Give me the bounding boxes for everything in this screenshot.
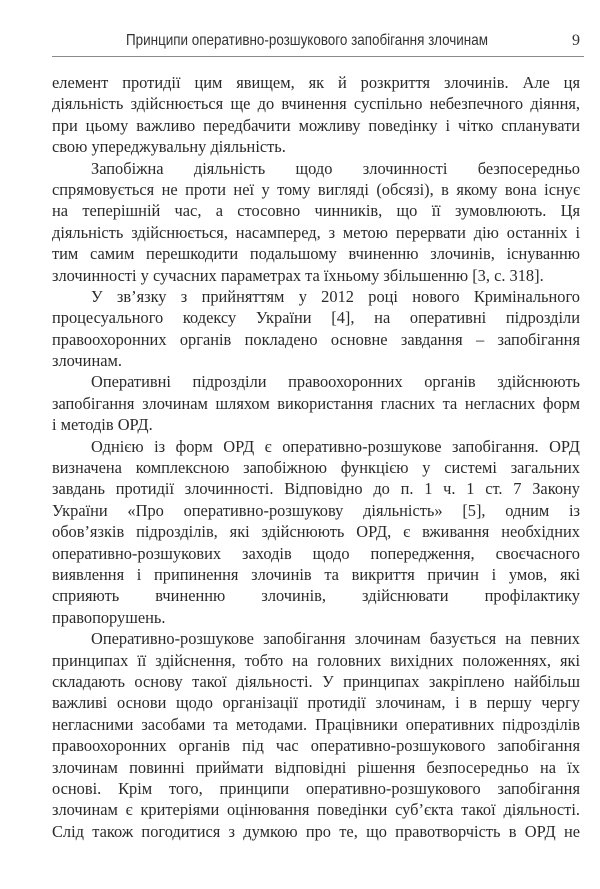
text-line: правопорушень.	[52, 607, 166, 627]
text-line: діяльність здійснюється, насамперед, з метою перервати дію останніх і	[52, 222, 580, 242]
text-line: спрямовується не проти неї у тому вигляді (обсязі), в якому вона існує	[52, 179, 580, 199]
body-text	[52, 72, 580, 842]
text-line: запобігання злочинам шляхом використання гласних та негласних форм	[52, 393, 580, 413]
text-line: негласними засобами та методами. Працівники оперативних підрозділів	[52, 714, 580, 734]
text-line: основі. Крім того, принципи оперативно-розшукового запобігання	[52, 778, 580, 798]
text-line: злочинності у сучасних параметрах та їхньому збільшенню [3, с. 318].	[52, 265, 544, 285]
text-line: злочинам повинні приймати відповідні рішення безпосередньо на їх	[52, 757, 580, 777]
text-line: визначена комплексною запобіжною функцією у системі загальних	[52, 458, 580, 478]
text-line: України «Про оперативно-розшукову діяльність» [5], одним із	[52, 500, 580, 520]
text-line: на теперішній час, а стосовно чинників, що її зумовлюють. Ця	[52, 201, 580, 221]
text-line: принципах її здійснення, тобто на головних вихідних положеннях, які	[52, 650, 580, 670]
running-header	[52, 30, 584, 57]
text-line: завдань протидії злочинності. Відповідно до п. 1 ч. 1 ст. 7 Закону	[52, 479, 580, 499]
text-line: складають основу такої діяльності. У принципах закріплено найбільш	[52, 671, 580, 691]
paragraph	[52, 286, 580, 372]
text-line: У зв’язку з прийняттям у 2012 році нового Кримінального	[91, 286, 580, 306]
paragraph	[52, 72, 580, 158]
text-line: Оперативні підрозділи правоохоронних органів здійснюють	[91, 372, 580, 392]
text-line: оперативно-розшукових заходів щодо попередження, своєчасного	[52, 543, 580, 563]
text-line: Запобіжна діяльність щодо злочинності безпосередньо	[91, 158, 580, 178]
text-line: і методів ОРД.	[52, 415, 153, 435]
text-line: правоохоронних органів під час оперативно-розшукового запобігання	[52, 736, 580, 756]
text-line: важливі основи щодо організації протидії злочинам, і в першу чергу	[52, 693, 580, 713]
running-title: Принципи оперативно-розшукового запобігання злочинам	[126, 32, 488, 49]
text-line: злочинам є критеріями оцінювання поведінки суб’єкта такої діяльності.	[52, 800, 580, 820]
text-line: Слід також погодитися з думкою про те, що правотворчість в ОРД не	[52, 821, 580, 841]
page-number: 9	[572, 32, 580, 49]
text-line: при цьому важливо передбачити можливу поведінку і чітко спланувати	[52, 115, 580, 135]
text-line: діяльність здійснюється ще до вчинення суспільно небезпечного діяння,	[52, 94, 580, 114]
text-line: обов’язків підрозділів, які здійснюють ОРД, є вживання необхідних	[52, 522, 580, 542]
text-line: виявлення і припинення злочинів та викриття причин і умов, які	[52, 564, 580, 584]
text-line: процесуального кодексу України [4], на оперативні підрозділи	[52, 308, 580, 328]
paragraph	[52, 628, 580, 842]
paragraph	[52, 436, 580, 629]
text-line: Оперативно-розшукове запобігання злочинам базується на певних	[91, 629, 580, 649]
text-line: правоохоронних органів покладено основне завдання – запобігання	[52, 329, 580, 349]
paragraph	[52, 158, 580, 286]
text-line: злочинам.	[52, 351, 122, 371]
text-line: свою упереджувальну діяльність.	[52, 137, 286, 157]
text-line: елемент протидії цим явищем, як й розкриття злочинів. Але ця	[52, 73, 580, 92]
text-line: Однією із форм ОРД є оперативно-розшукове запобігання. ОРД	[91, 436, 580, 456]
text-line: сприяють вчиненню злочинів, здійснювати профілактику	[52, 586, 580, 606]
text-line: тим самим перешкодити подальшому вчиненню злочинів, існуванню	[52, 244, 580, 264]
paragraph	[52, 371, 580, 435]
